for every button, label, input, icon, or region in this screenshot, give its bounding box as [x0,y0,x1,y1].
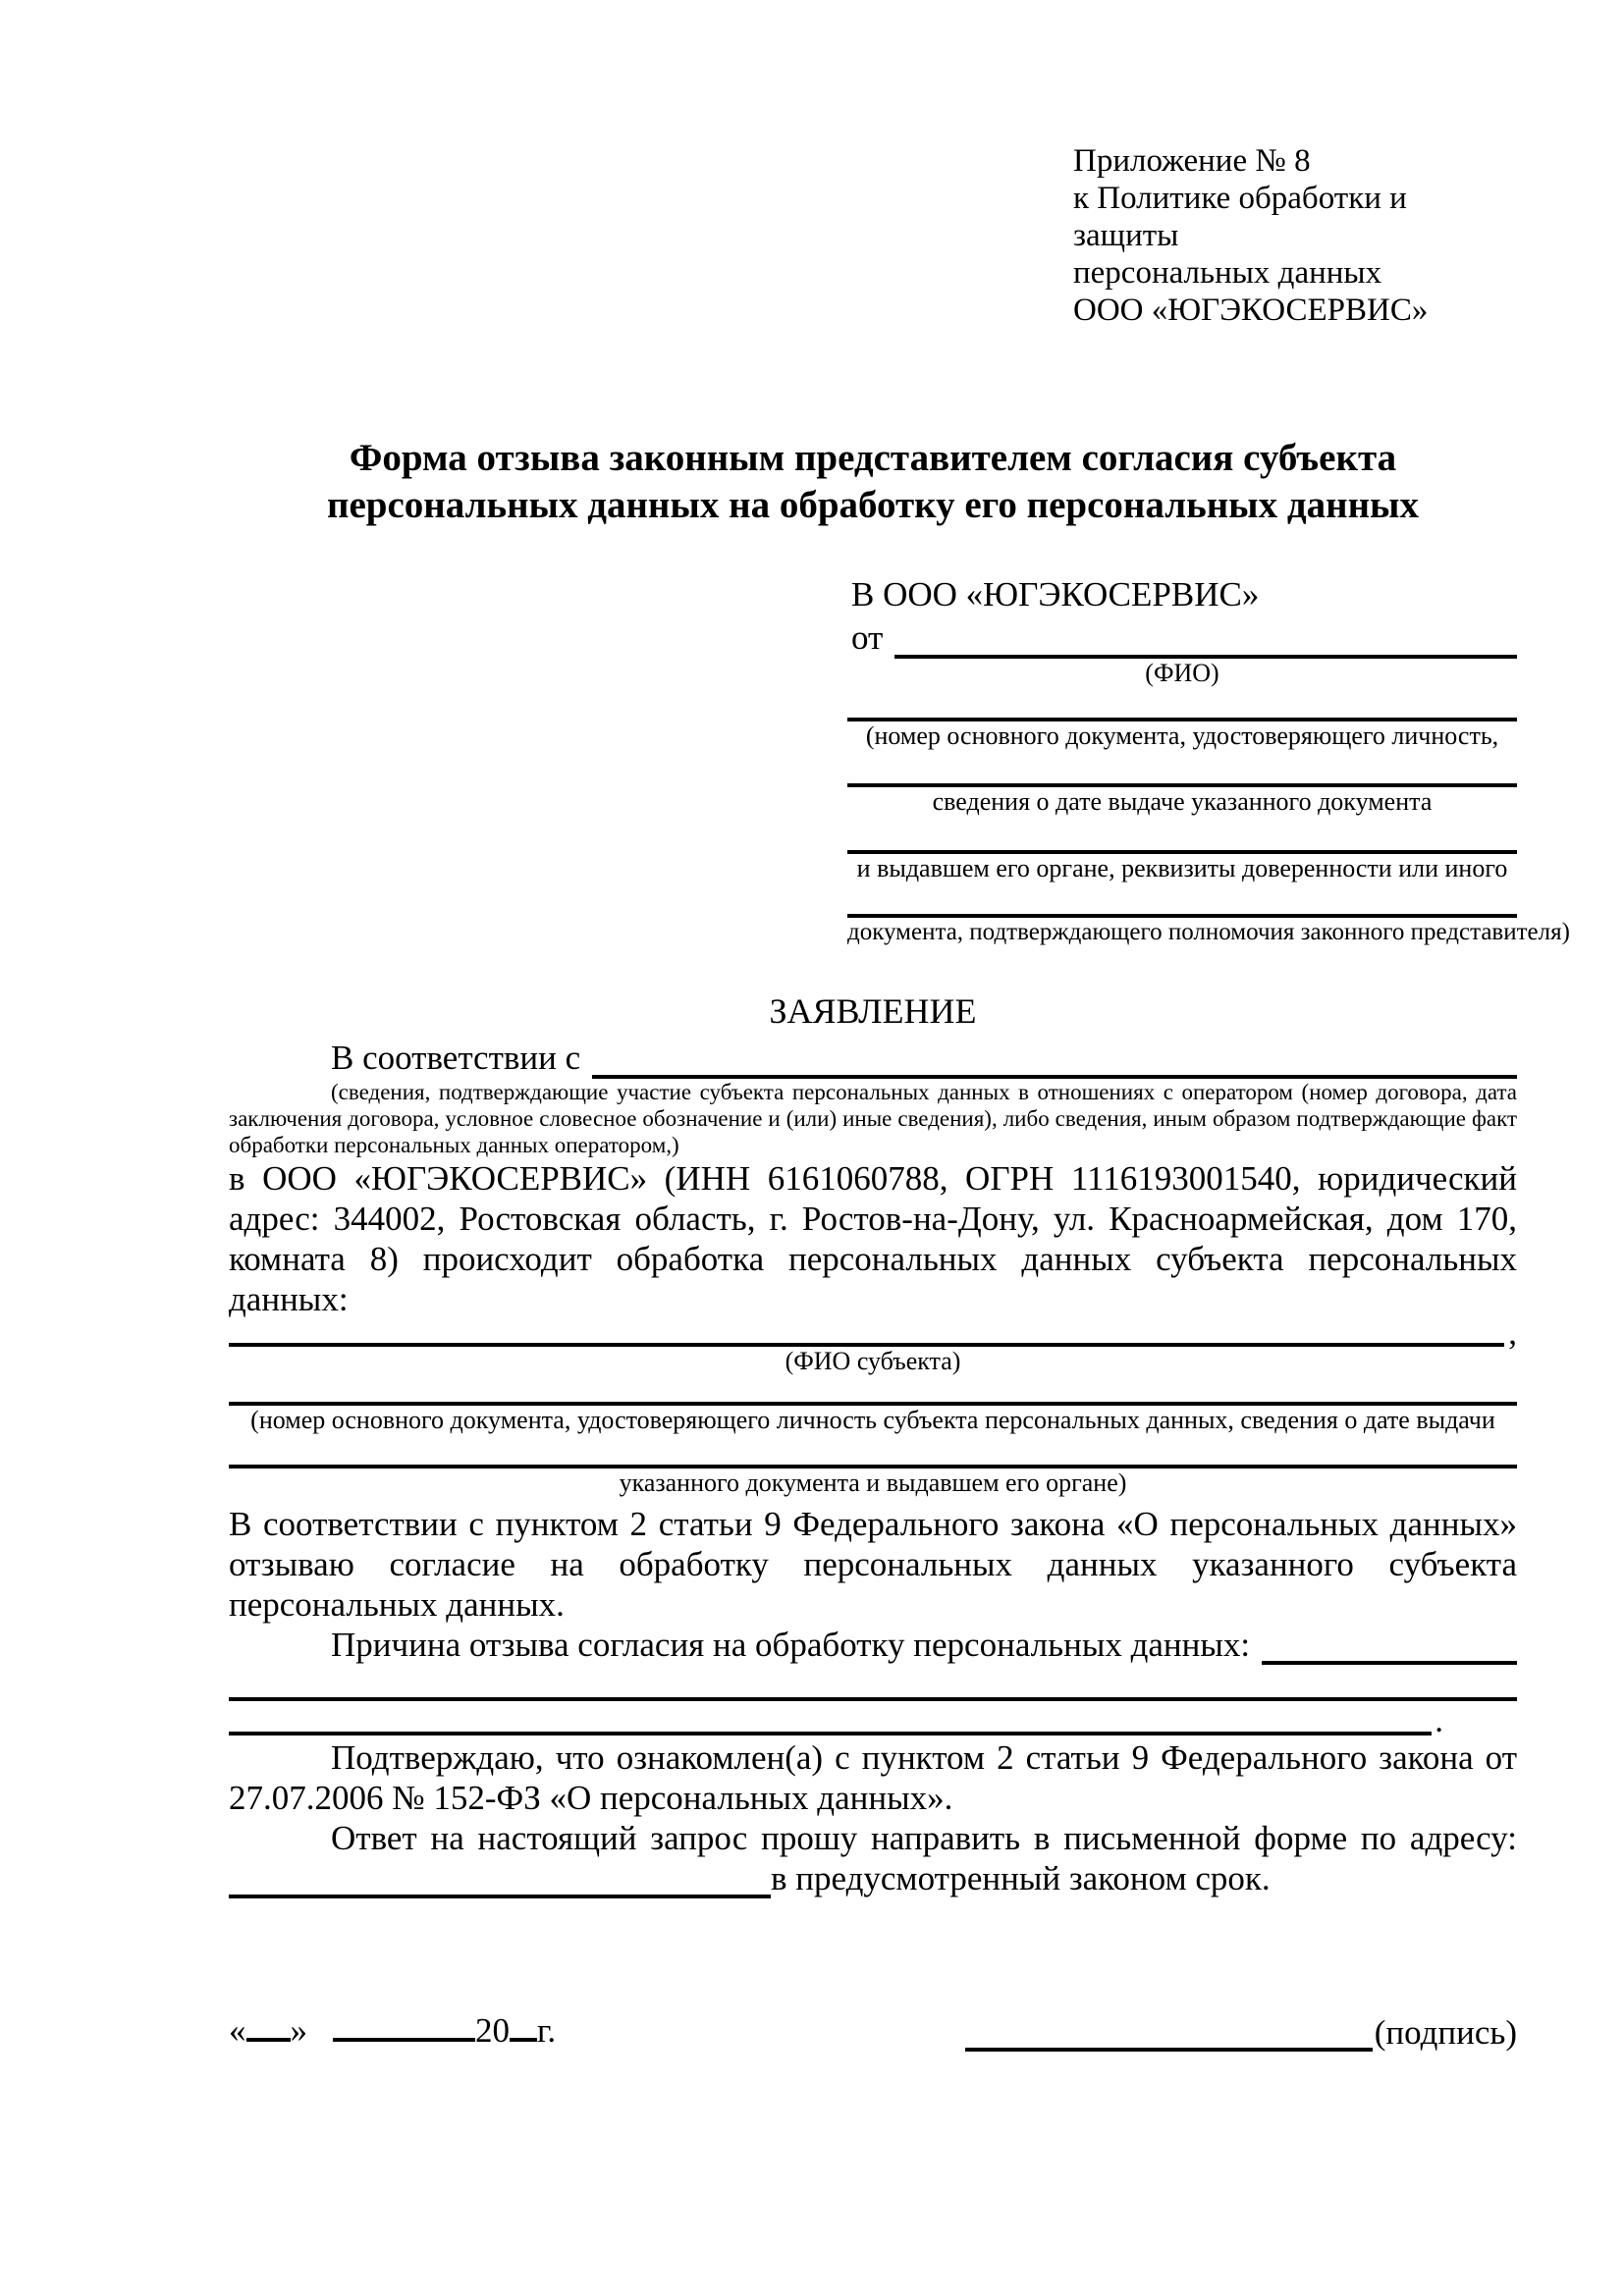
subject-doc-blank-line-2 [229,1435,1517,1468]
addressee-organization: В ООО «ЮГЭКОСЕРВИС» [851,575,1260,614]
subject-doc-caption-1: (номер основного документа, удостоверяющего личность субъекта персональных данных, сведения о дате выдачи [250,1406,1495,1434]
sentence-period: . [1435,1701,1443,1739]
reply-address-blank-line [229,1860,771,1898]
document-title-line-1: Форма отзыва законным представителем согласия субъекта [349,437,1397,479]
accordance-label: В соответствии с [331,1039,581,1077]
fio-blank-line [894,617,1517,659]
reason-end-row [229,1701,1517,1739]
appendix-policy-line: к Политике обработки и защиты [1073,181,1407,253]
signature-blank-line [965,2018,1373,2052]
appendix-organization: ООО «ЮГЭКОСЕРВИС» [1073,293,1429,328]
reply-address-row [229,1858,1517,1898]
subject-doc-caption-2: указанного документа и выдавшем его органе) [619,1468,1127,1497]
appendix-number: Приложение № 8 [1073,143,1311,179]
from-label: от [851,618,884,657]
reason-blank-line [1262,1625,1517,1665]
operator-paragraph: в ООО «ЮГЭКОСЕРВИС» (ИНН 6161060788, ОГРН 1116193001540, юридический адрес: 344002, Ростовская область, г. Ростов-на-Дону, ул. Красноармейская, дом 170, комната 8) происходит обработка персональных данных субъекта персональных данных: [229,1159,1517,1318]
reply-tail-text: в предусмотренный законом срок. [771,1859,1271,1897]
from-row [847,617,1517,659]
withdrawal-paragraph: В соответствии с пунктом 2 статьи 9 Федерального закона «О персональных данных» отзываю согласие на обработку персональных данных указанного субъекта персональных данных. [229,1505,1517,1624]
accordance-row [229,1038,1517,1079]
doc-caption-2: сведения о дате выдаче указанного документа [932,787,1433,816]
doc-number-blank-line [847,688,1517,721]
doc-caption-1: (номер основного документа, удостоверяющего личность, [865,721,1499,750]
basis-fineprint: (сведения, подтверждающие участие субъекта персональных данных в отношениях с оператором (номер договора, дата заключения договора, условное словесное обозначение и (или) иные сведения), либо сведения, иным образом подтверждающие факт обработки персональных данных оператором,) [229,1080,1517,1157]
date-year-blank [510,2008,537,2042]
accordance-blank-line [592,1038,1517,1079]
doc-caption-3: и выдавшем его органе, реквизиты доверенности или иного [856,854,1508,882]
signature-caption: (подпись) [1374,2013,1517,2052]
reason-row [229,1625,1517,1665]
statement-heading: ЗАЯВЛЕНИЕ [769,991,977,1031]
document-title-line-2: персональных данных на обработку его персональных данных [326,484,1420,526]
date-year-suffix: г. [537,2011,557,2050]
document-title [229,435,1517,529]
subject-doc-blank-line-1 [229,1376,1517,1406]
reply-request-paragraph: Ответ на настоящий запрос прошу направить в письменной форме по адресу: [331,1819,1517,1857]
date-year-prefix: 20 [475,2011,510,2050]
doc-issue-date-blank-line [847,751,1517,787]
subject-fio-row [229,1313,1517,1352]
reason-label: Причина отзыва согласия на обработку персональных данных: [331,1626,1251,1664]
subject-comma: , [1508,1313,1517,1352]
reason-blank-line-2 [229,1732,1432,1735]
signature-field [965,2008,1517,2052]
date-quote-close: » [290,2011,307,2050]
appendix-header [1073,142,1517,329]
appendix-policy-line-2: персональных данных [1073,255,1382,291]
fio-caption: (ФИО) [1145,659,1219,687]
date-month-blank [333,2008,475,2042]
reason-continuation-blank-line [229,1675,1517,1701]
confirmation-paragraph: Подтверждаю, что ознакомлен(а) с пунктом 2 статьи 9 Федерального закона от 27.07.2006 № 152-ФЗ «О персональных данных». [229,1738,1517,1817]
footer-row [229,2008,1517,2052]
doc-authority-blank-line [847,883,1517,918]
addressee-block [847,574,1570,947]
date-day-blank [246,2008,291,2042]
subject-fio-caption: (ФИО субъекта) [785,1347,961,1375]
doc-caption-4: документа, подтверждающего полномочия законного представителя) [847,919,1570,945]
date-field [229,2008,556,2052]
date-quote-open: « [229,2011,246,2050]
doc-issuer-blank-line [847,817,1517,854]
